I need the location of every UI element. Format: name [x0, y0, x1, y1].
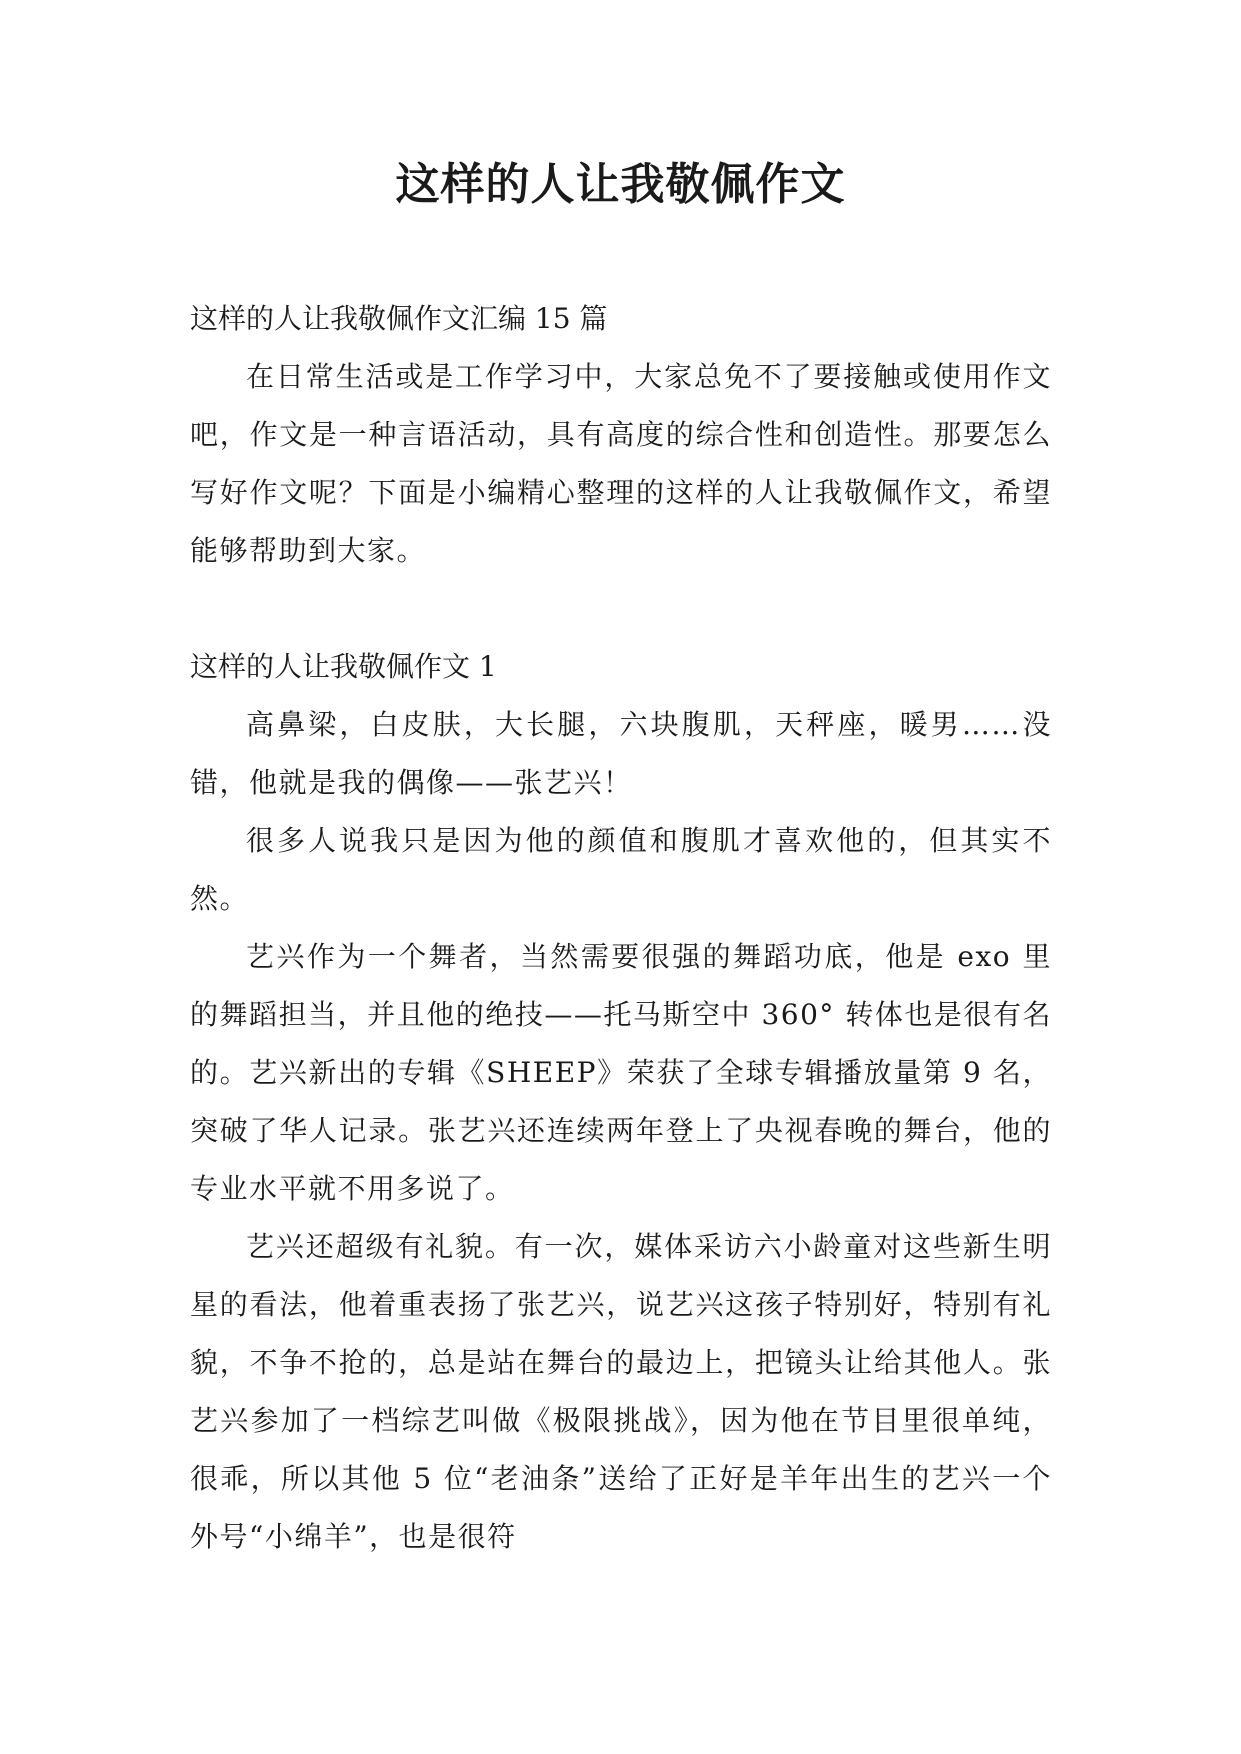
document-title: 这样的人让我敬佩作文 — [395, 159, 846, 210]
intro-paragraph: 在日常生活或是工作学习中，大家总免不了要接触或使用作文吧，作文是一种言语活动，具有高度的综合性和创造性。那要怎么写好作文呢？下面是小编精心整理的这样的人让我敬佩作文，希望能够帮助到大家。 — [190, 360, 1052, 567]
collection-subtitle: 这样的人让我敬佩作文汇编 15 篇 — [190, 302, 608, 335]
section-spacer — [190, 580, 1052, 638]
body-paragraph: 艺兴还超级有礼貌。有一次，媒体采访六小龄童对这些新生明星的看法，他着重表扬了张艺兴，说艺兴这孩子特别好，特别有礼貌，不争不抢的，总是站在舞台的最边上，把镜头让给其他人。张艺兴参加了一档综艺叫做《极限挑战》，因为他在节目里很单纯，很乖，所以其他 5 位“老油条”送给了正好是羊年出生的艺兴一个外号“小绵羊”，也是很符 — [190, 1230, 1052, 1553]
body-paragraph: 艺兴作为一个舞者，当然需要很强的舞蹈功底，他是 exo 里的舞蹈担当，并且他的绝技——托马斯空中 360° 转体也是很有名的。艺兴新出的专辑《SHEEP》荣获了全球专辑播放量第 9 名，突破了华人记录。张艺兴还连续两年登上了央视春晚的舞台，他的专业水平就不用多说了。 — [190, 940, 1052, 1205]
body-paragraph: 很多人说我只是因为他的颜值和腹肌才喜欢他的，但其实不然。 — [190, 824, 1052, 915]
body-paragraph: 高鼻梁，白皮肤，大长腿，六块腹肌，天秤座，暖男……没错，他就是我的偶像——张艺兴！ — [190, 708, 1052, 799]
section-heading: 这样的人让我敬佩作文 1 — [190, 650, 497, 683]
document-body — [190, 290, 1052, 1566]
